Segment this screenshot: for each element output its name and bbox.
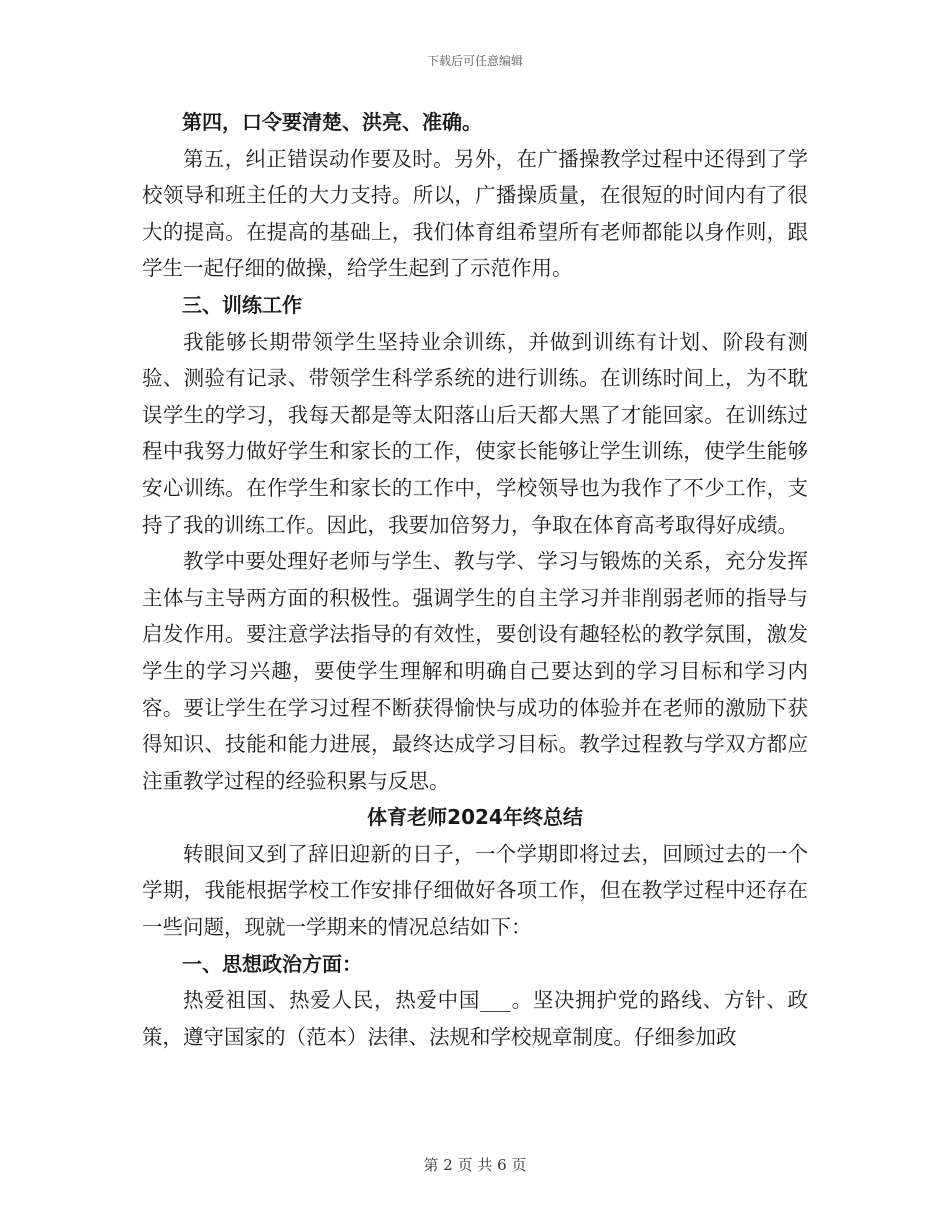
paragraph-point-five: 第五，纠正错误动作要及时。另外，在广播操教学过程中还得到了学校领导和班主任的大力支持。所以，广播操质量，在很短的时间内有了很大的提高。在提高的基础上，我们体育组希望所有老师都能以身作则，跟学生一起仔细的做操，给学生起到了示范作用。 <box>142 146 808 281</box>
page-footer: 第 2 页 共 6 页 <box>423 1156 527 1174</box>
paragraph-politics: 热爱祖国、热爱人民，热爱中国___。坚决拥护党的路线、方针、政策，遵守国家的（范本）法律、法规和学校规章制度。仔细参加政 <box>142 988 808 1049</box>
page-header: 下载后可任意编辑 <box>426 54 523 68</box>
document-title: 体育老师2024年终总结 <box>367 805 583 830</box>
document-body <box>142 104 808 1055</box>
section-heading-training: 三、训练工作 <box>182 292 302 317</box>
paragraph-training: 我能够长期带领学生坚持业余训练，并做到训练有计划、阶段有测验、测验有记录、带领学生科学系统的进行训练。在训练时间上，为不耽误学生的学习，我每天都是等太阳落山后天都大黑了才能回家。在训练过程中我努力做好学生和家长的工作，使家长能够让学生训练，使学生能够安心训练。在作学生和家长的工作中，学校领导也为我作了不少工作，支持了我的训练工作。因此，我要加倍努力，争取在体育高考取得好成绩。 <box>142 329 808 537</box>
paragraph-teaching: 教学中要处理好老师与学生、教与学、学习与锻炼的关系，充分发挥主体与主导两方面的积极性。强调学生的自主学习并非削弱老师的指导与启发作用。要注意学法指导的有效性，要创设有趣轻松的教学氛围，激发学生的学习兴趣，要使学生理解和明确自己要达到的学习目标和学习内容。要让学生在学习过程不断获得愉快与成功的体验并在老师的激励下获得知识、技能和能力进展，最终达成学习目标。教学过程教与学双方都应注重教学过程的经验积累与反思。 <box>142 549 808 793</box>
paragraph-intro: 转眼间又到了辞旧迎新的日子，一个学期即将过去，回顾过去的一个学期，我能根据学校工作安排仔细做好各项工作，但在教学过程中还存在一些问题，现就一学期来的情况总结如下： <box>142 841 808 940</box>
section-heading-politics: 一、思想政治方面： <box>182 951 362 976</box>
paragraph-point-four: 第四，口令要清楚、洪亮、准确。 <box>182 110 482 134</box>
